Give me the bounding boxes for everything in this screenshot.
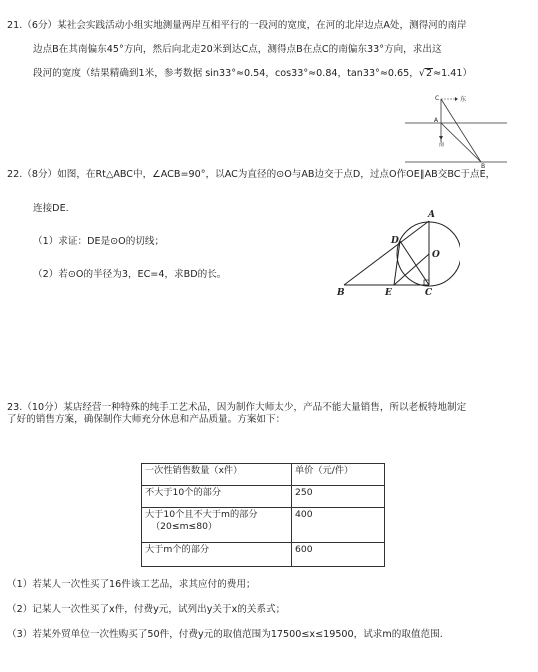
row-3-range: 大于m个的部分 [142,543,292,567]
row-1-price: 250 [292,486,385,508]
row-2-range-text: 大于10个且不大于m的部分 [145,509,258,520]
label-e: E [385,288,392,298]
q21-line-3-end: ≈1.41） [433,68,473,79]
segment-de [394,241,400,285]
header-quantity: 一次性销售数量（x件） [142,464,292,486]
q22-part-2: （2）若⊙O的半径为3，EC=4，求BD的长。 [33,269,227,280]
header-price: 单价（元/件） [292,464,385,486]
east-arrow-head [455,97,458,101]
south-arrow-head [439,136,443,140]
label-east: 东 [460,96,467,103]
label-a: A [434,117,439,124]
label-south: 南 [439,142,445,148]
q22-line-1: 22.（8分）如图，在Rt△ABC中，∠ACB=90°，以AC为直径的⊙O与AB边交于点D，过点O作OE∥AB交BC于点E， [7,169,496,180]
q23-line-1: 23.（10分）某店经营一种特殊的纯手工艺术品，因为制作大师太少，产品不能大量销售，所以老板特地制定 [7,402,467,413]
label-c: C [435,95,440,102]
q21-line-2: 边点B在其南偏东45°方向，然后向北走20米到达C点，测得点B在点C的南偏东33°方向，求出这 [33,44,442,55]
q23-line-2: 了好的销售方案，确保制作大师充分休息和产品质量。方案如下： [7,414,286,425]
sqrt-symbol: √ [418,68,425,79]
label-d: D [391,236,399,246]
q23-part-3: （3）若某外贸单位一次性购买了50件，付费y元的取值范围为17500≤x≤19500，试求m的取值范围. [7,629,443,640]
q23-part-2: （2）记某人一次性买了x件，付费y元，试列出y关于x的关系式； [7,604,286,615]
table-row [142,486,385,508]
row-2-range-condition: （20≤m≤80） [151,521,218,532]
q22-line-2: 连接DE. [33,203,69,214]
sqrt-argument: 2 [425,68,433,79]
q22-geometry-figure [330,205,460,300]
q21-river-figure [395,90,520,170]
line-cb [441,99,481,162]
table-header-row [142,464,385,486]
label-c: C [425,288,433,298]
q21-line-1: 21.（6分）某社会实践活动小组实地测量两岸互相平行的一段河的宽度，在河的北岸边点A处，测得河的南岸 [7,20,467,31]
table-row [142,508,385,543]
label-o: O [432,250,440,260]
row-2-range [142,508,292,543]
row-2-price: 400 [292,508,385,543]
pricing-table [141,463,385,567]
label-b: B [481,163,486,170]
table-row [142,543,385,567]
label-b: B [337,288,345,298]
q21-line-3-text: 段河的宽度（结果精确到1米，参考数据 sin33°≈0.54，cos33°≈0.84，tan33°≈0.65， [33,68,419,79]
label-a: A [428,210,435,220]
segment-ab [344,221,429,285]
segment-dc [400,241,429,285]
q23-part-1: （1）若某人一次性买了16件该工艺品，求其应付的费用； [7,579,256,590]
line-ab [441,123,481,162]
row-3-price: 600 [292,543,385,567]
q22-part-1: （1）求证：DE是⊙O的切线； [33,236,165,247]
q21-line-3 [33,68,472,80]
row-1-range: 不大于10个的部分 [142,486,292,508]
